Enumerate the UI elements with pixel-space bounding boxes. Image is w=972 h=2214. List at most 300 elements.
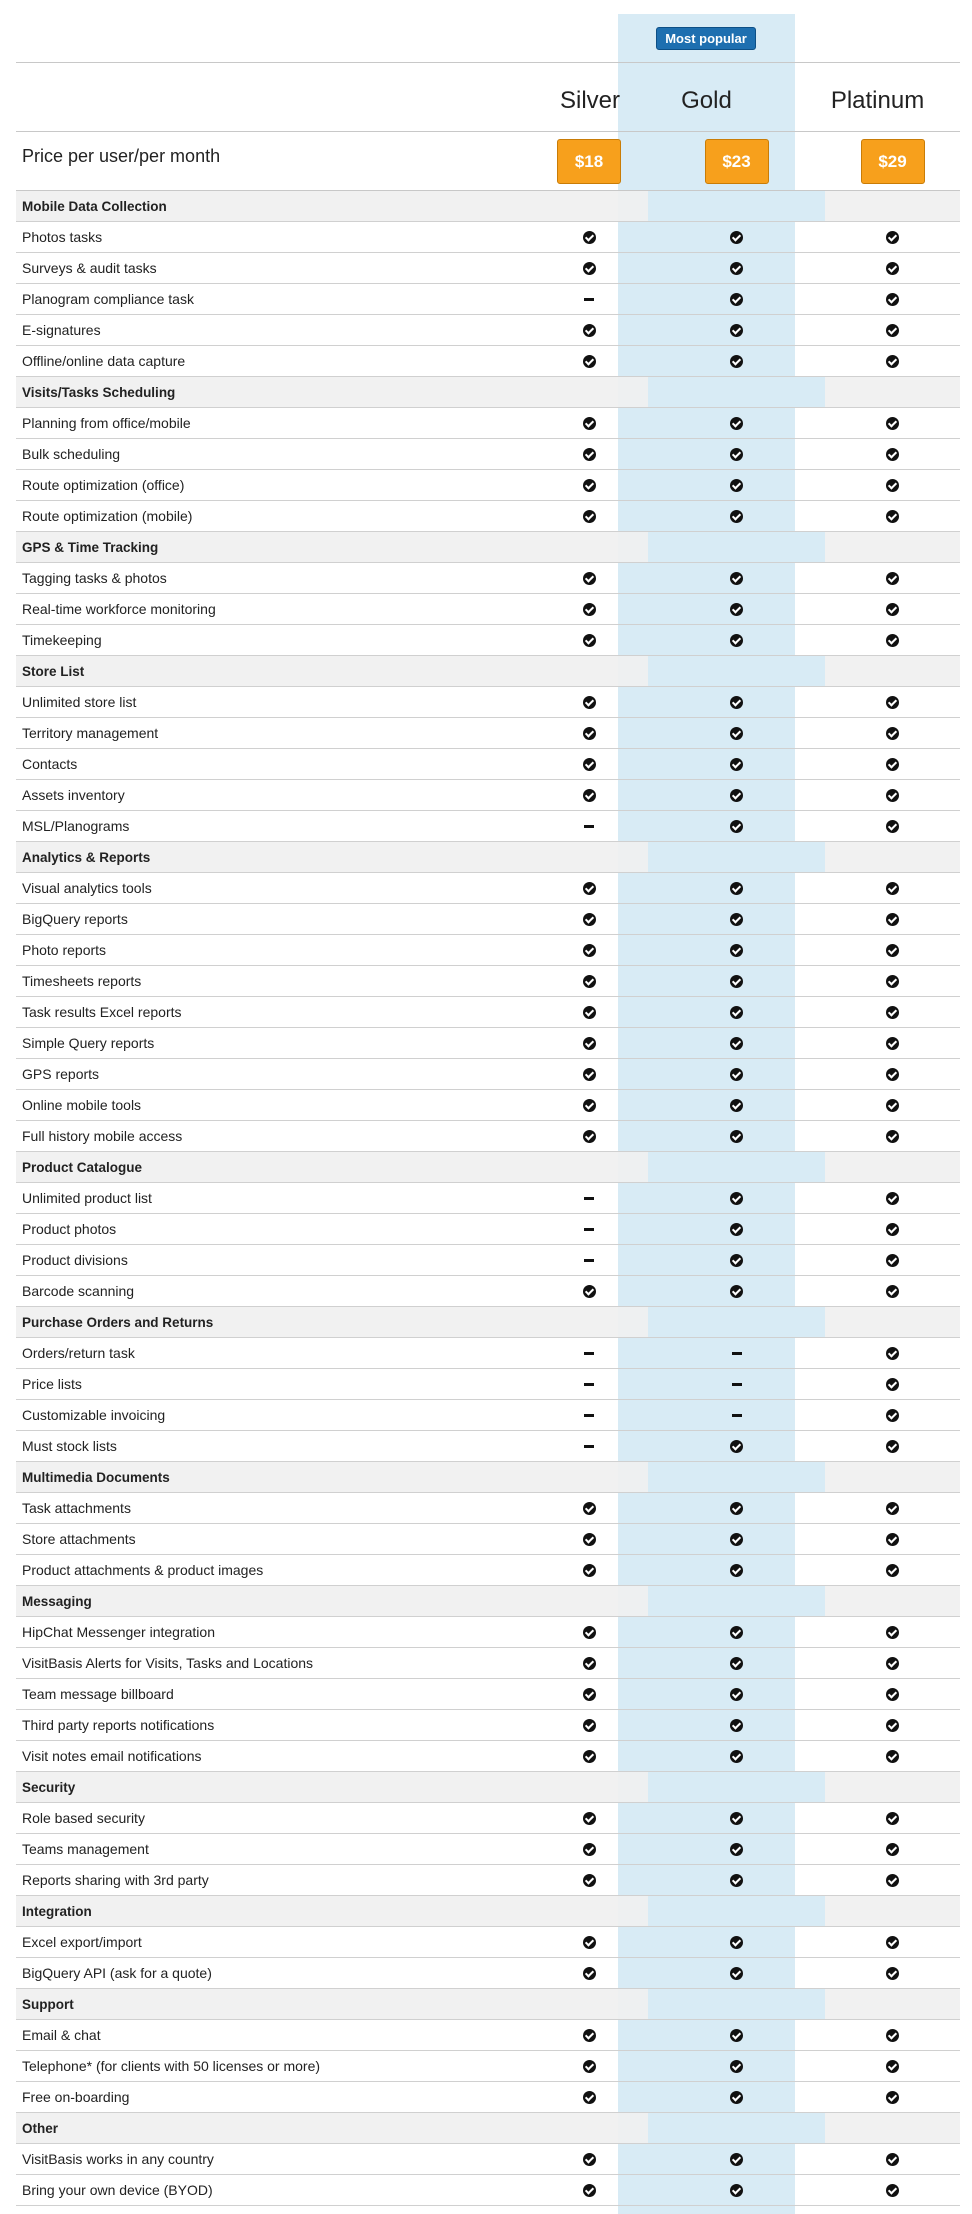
dash-icon: [732, 1414, 742, 1417]
check-icon: [886, 1967, 899, 1980]
platinum-cell: [825, 2175, 960, 2205]
feature-row: [16, 1090, 960, 1121]
feature-row: [16, 1834, 960, 1865]
check-icon: [886, 572, 899, 585]
feature-row: [16, 1028, 960, 1059]
gold-cell: [648, 1617, 825, 1647]
silver-cell: [530, 1865, 648, 1895]
feature-rows: [16, 191, 960, 2206]
check-icon: [583, 603, 596, 616]
gold-cell: [648, 1772, 825, 1802]
check-icon: [886, 355, 899, 368]
section-title: GPS & Time Tracking: [22, 539, 159, 555]
platinum-cell: [825, 1183, 960, 1213]
gold-cell: [648, 1586, 825, 1616]
silver-cell: [530, 501, 648, 531]
silver-cell: [530, 1338, 648, 1368]
check-icon: [886, 1254, 899, 1267]
gold-cell: [648, 1121, 825, 1151]
feature-row: [16, 2082, 960, 2113]
feature-label: HipChat Messenger integration: [22, 1624, 215, 1640]
silver-cell: [530, 687, 648, 717]
check-icon: [730, 572, 743, 585]
gold-cell: [648, 1307, 825, 1337]
check-icon: [730, 1502, 743, 1515]
check-icon: [583, 2060, 596, 2073]
silver-cell: [530, 904, 648, 934]
feature-label: Bulk scheduling: [22, 446, 121, 462]
platinum-cell: [825, 1586, 960, 1616]
gold-cell: [648, 1338, 825, 1368]
feature-row: [16, 284, 960, 315]
section-header-row: [16, 377, 960, 408]
silver-cell: [530, 439, 648, 469]
check-icon: [583, 417, 596, 430]
feature-row: [16, 1431, 960, 1462]
check-icon: [886, 634, 899, 647]
check-icon: [730, 355, 743, 368]
check-icon: [886, 1533, 899, 1546]
gold-cell: [648, 501, 825, 531]
platinum-cell: [825, 1648, 960, 1678]
check-icon: [730, 1750, 743, 1763]
feature-label: Contacts: [22, 756, 78, 772]
check-icon: [886, 1130, 899, 1143]
check-icon: [583, 262, 596, 275]
gold-cell: [648, 749, 825, 779]
check-icon: [886, 1285, 899, 1298]
platinum-cell: [825, 2082, 960, 2112]
section-header-row: [16, 191, 960, 222]
gold-cell: [648, 1989, 825, 2019]
gold-cell: [648, 315, 825, 345]
section-title: Visits/Tasks Scheduling: [22, 384, 176, 400]
feature-label: Territory management: [22, 725, 159, 741]
platinum-cell: [825, 780, 960, 810]
silver-cell: [530, 1803, 648, 1833]
check-icon: [583, 758, 596, 771]
feature-label: Telephone* (for clients with 50 licenses or more): [22, 2058, 321, 2074]
dash-icon: [584, 1197, 594, 1200]
platinum-cell: [825, 1276, 960, 1306]
section-header-row: [16, 1896, 960, 1927]
platinum-cell: [825, 1214, 960, 1244]
check-icon: [886, 1502, 899, 1515]
feature-label: Photos tasks: [22, 229, 103, 245]
gold-cell: [648, 594, 825, 624]
feature-row: [16, 439, 960, 470]
check-icon: [886, 2184, 899, 2197]
check-icon: [583, 1006, 596, 1019]
check-icon: [583, 2184, 596, 2197]
silver-cell: [530, 1121, 648, 1151]
check-icon: [730, 1037, 743, 1050]
silver-cell: [530, 191, 648, 221]
feature-label: Planning from office/mobile: [22, 415, 191, 431]
check-icon: [583, 510, 596, 523]
check-icon: [730, 1068, 743, 1081]
silver-cell: [530, 2144, 648, 2174]
section-header-row: [16, 2113, 960, 2144]
check-icon: [730, 820, 743, 833]
plan-gold-title: Gold: [681, 87, 732, 114]
check-icon: [886, 882, 899, 895]
silver-cell: [530, 284, 648, 314]
dash-icon: [584, 1228, 594, 1231]
feature-label: Photo reports: [22, 942, 107, 958]
feature-label: Task results Excel reports: [22, 1004, 182, 1020]
platinum-cell: [825, 1927, 960, 1957]
section-header-row: [16, 1989, 960, 2020]
silver-cell: [530, 1586, 648, 1616]
feature-row: [16, 222, 960, 253]
check-icon: [583, 1626, 596, 1639]
feature-label: Teams management: [22, 1841, 149, 1857]
feature-label: Excel export/import: [22, 1934, 142, 1950]
platinum-cell: [825, 222, 960, 252]
pricing-table: [16, 0, 960, 2206]
platinum-cell: [825, 904, 960, 934]
feature-label: Unlimited product list: [22, 1190, 152, 1206]
check-icon: [583, 1874, 596, 1887]
gold-cell: [648, 1245, 825, 1275]
feature-row: [16, 811, 960, 842]
platinum-cell: [825, 346, 960, 376]
gold-cell: [648, 191, 825, 221]
gold-cell: [648, 1896, 825, 1926]
feature-row: [16, 1865, 960, 1896]
check-icon: [886, 510, 899, 523]
check-icon: [730, 510, 743, 523]
section-header-row: [16, 1307, 960, 1338]
check-icon: [730, 1533, 743, 1546]
check-icon: [730, 262, 743, 275]
check-icon: [583, 1936, 596, 1949]
check-icon: [583, 355, 596, 368]
platinum-cell: [825, 935, 960, 965]
silver-cell: [530, 1369, 648, 1399]
badge-row: [16, 0, 960, 62]
platinum-cell: [825, 1400, 960, 1430]
platinum-cell: [825, 1741, 960, 1771]
feature-label: Customizable invoicing: [22, 1407, 166, 1423]
gold-cell: [648, 1183, 825, 1213]
check-icon: [886, 789, 899, 802]
platinum-price-button[interactable]: $29: [861, 139, 925, 184]
platinum-cell: [825, 253, 960, 283]
gold-cell: [648, 2175, 825, 2205]
silver-cell: [530, 2082, 648, 2112]
section-header-row: [16, 1586, 960, 1617]
dash-icon: [584, 1352, 594, 1355]
check-icon: [730, 1006, 743, 1019]
check-icon: [886, 727, 899, 740]
check-icon: [730, 2091, 743, 2104]
check-icon: [730, 293, 743, 306]
feature-row: [16, 1369, 960, 1400]
check-icon: [730, 1130, 743, 1143]
check-icon: [730, 944, 743, 957]
silver-cell: [530, 222, 648, 252]
gold-cell: [648, 1865, 825, 1895]
check-icon: [730, 1285, 743, 1298]
feature-row: [16, 1741, 960, 1772]
silver-cell: [530, 780, 648, 810]
plan-header-row: [16, 62, 960, 132]
silver-cell: [530, 1307, 648, 1337]
check-icon: [730, 324, 743, 337]
check-icon: [886, 1099, 899, 1112]
check-icon: [730, 448, 743, 461]
check-icon: [886, 1936, 899, 1949]
check-icon: [730, 727, 743, 740]
feature-label: Timekeeping: [22, 632, 102, 648]
feature-label: Price lists: [22, 1376, 82, 1392]
feature-row: [16, 1958, 960, 1989]
check-icon: [583, 975, 596, 988]
check-icon: [886, 820, 899, 833]
check-icon: [886, 1440, 899, 1453]
feature-row: [16, 1555, 960, 1586]
feature-label: VisitBasis Alerts for Visits, Tasks and Locations: [22, 1655, 314, 1671]
check-icon: [886, 231, 899, 244]
dash-icon: [584, 825, 594, 828]
plan-platinum-title: Platinum: [830, 87, 925, 114]
platinum-cell: [825, 1865, 960, 1895]
feature-row: [16, 1338, 960, 1369]
silver-cell: [530, 811, 648, 841]
section-title: Mobile Data Collection: [22, 198, 167, 214]
check-icon: [583, 1037, 596, 1050]
gold-cell: [648, 1834, 825, 1864]
check-icon: [886, 913, 899, 926]
platinum-cell: [825, 1617, 960, 1647]
feature-label: Role based security: [22, 1810, 145, 1826]
feature-row: [16, 1121, 960, 1152]
silver-cell: [530, 1214, 648, 1244]
gold-cell: [648, 346, 825, 376]
platinum-cell: [825, 687, 960, 717]
check-icon: [583, 1533, 596, 1546]
check-icon: [886, 1409, 899, 1422]
platinum-cell: [825, 1090, 960, 1120]
check-icon: [730, 1967, 743, 1980]
silver-cell: [530, 563, 648, 593]
gold-cell: [648, 1803, 825, 1833]
check-icon: [583, 448, 596, 461]
check-icon: [730, 2060, 743, 2073]
platinum-cell: [825, 625, 960, 655]
check-icon: [583, 944, 596, 957]
check-icon: [886, 944, 899, 957]
feature-row: [16, 2175, 960, 2206]
check-icon: [886, 1347, 899, 1360]
feature-row: [16, 2144, 960, 2175]
silver-price-button[interactable]: $18: [557, 139, 621, 184]
gold-cell: [648, 1524, 825, 1554]
check-icon: [583, 1719, 596, 1732]
check-icon: [886, 1564, 899, 1577]
check-icon: [730, 789, 743, 802]
check-icon: [886, 696, 899, 709]
section-title: Purchase Orders and Returns: [22, 1314, 214, 1330]
silver-cell: [530, 1989, 648, 2019]
silver-cell: [530, 1555, 648, 1585]
section-header-row: [16, 842, 960, 873]
check-icon: [730, 2029, 743, 2042]
feature-label: Online mobile tools: [22, 1097, 142, 1113]
gold-cell: [648, 2082, 825, 2112]
platinum-cell: [825, 1369, 960, 1399]
dash-icon: [584, 1445, 594, 1448]
feature-row: [16, 1648, 960, 1679]
feature-label: Store attachments: [22, 1531, 136, 1547]
platinum-cell: [825, 1896, 960, 1926]
silver-cell: [530, 1927, 648, 1957]
check-icon: [730, 1564, 743, 1577]
platinum-cell: [825, 1679, 960, 1709]
check-icon: [583, 2153, 596, 2166]
silver-cell: [530, 1245, 648, 1275]
gold-cell: [648, 2020, 825, 2050]
feature-row: [16, 904, 960, 935]
feature-row: [16, 687, 960, 718]
feature-row: [16, 1400, 960, 1431]
platinum-cell: [825, 966, 960, 996]
check-icon: [583, 324, 596, 337]
check-icon: [730, 975, 743, 988]
check-icon: [583, 572, 596, 585]
platinum-cell: [825, 1338, 960, 1368]
check-icon: [730, 1719, 743, 1732]
platinum-cell: [825, 377, 960, 407]
platinum-cell: [825, 1958, 960, 1988]
platinum-cell: [825, 2113, 960, 2143]
gold-cell: [648, 1152, 825, 1182]
feature-row: [16, 873, 960, 904]
dash-icon: [732, 1352, 742, 1355]
platinum-cell: [825, 1245, 960, 1275]
silver-cell: [530, 1276, 648, 1306]
gold-cell: [648, 625, 825, 655]
silver-cell: [530, 1648, 648, 1678]
gold-price-button[interactable]: $23: [705, 139, 769, 184]
section-header-row: [16, 656, 960, 687]
feature-label: Simple Query reports: [22, 1035, 155, 1051]
feature-label: Route optimization (office): [22, 477, 185, 493]
check-icon: [886, 2029, 899, 2042]
check-icon: [583, 1657, 596, 1670]
check-icon: [730, 231, 743, 244]
feature-label: Email & chat: [22, 2027, 101, 2043]
gold-cell: [648, 2113, 825, 2143]
feature-row: [16, 997, 960, 1028]
feature-row: [16, 749, 960, 780]
silver-cell: [530, 1152, 648, 1182]
platinum-cell: [825, 1059, 960, 1089]
gold-cell: [648, 1741, 825, 1771]
gold-cell: [648, 253, 825, 283]
section-title: Store List: [22, 663, 85, 679]
feature-row: [16, 1214, 960, 1245]
check-icon: [886, 1223, 899, 1236]
gold-cell: [648, 1028, 825, 1058]
check-icon: [583, 1812, 596, 1825]
dash-icon: [584, 1383, 594, 1386]
feature-label: Surveys & audit tasks: [22, 260, 157, 276]
check-icon: [730, 2153, 743, 2166]
silver-cell: [530, 1183, 648, 1213]
check-icon: [583, 2029, 596, 2042]
gold-cell: [648, 1462, 825, 1492]
gold-cell: [648, 687, 825, 717]
gold-cell: [648, 532, 825, 562]
feature-label: Bring your own device (BYOD): [22, 2182, 213, 2198]
gold-cell: [648, 1710, 825, 1740]
silver-cell: [530, 1400, 648, 1430]
most-popular-badge: Most popular: [656, 27, 756, 50]
silver-cell: [530, 1028, 648, 1058]
check-icon: [583, 1688, 596, 1701]
check-icon: [730, 1874, 743, 1887]
check-icon: [730, 1688, 743, 1701]
gold-cell: [648, 997, 825, 1027]
silver-cell: [530, 253, 648, 283]
dash-icon: [584, 298, 594, 301]
platinum-cell: [825, 191, 960, 221]
feature-label: Offline/online data capture: [22, 353, 186, 369]
section-title: Multimedia Documents: [22, 1469, 170, 1485]
check-icon: [730, 913, 743, 926]
check-icon: [886, 2060, 899, 2073]
check-icon: [886, 758, 899, 771]
gold-cell: [648, 1679, 825, 1709]
gold-cell: [648, 1555, 825, 1585]
section-title: Product Catalogue: [22, 1159, 143, 1175]
section-title: Support: [22, 1996, 74, 2012]
feature-label: Orders/return task: [22, 1345, 135, 1361]
feature-label: Tagging tasks & photos: [22, 570, 167, 586]
check-icon: [583, 1843, 596, 1856]
feature-row: [16, 935, 960, 966]
check-icon: [730, 2184, 743, 2197]
feature-row: [16, 408, 960, 439]
section-title: Analytics & Reports: [22, 849, 151, 865]
feature-label: VisitBasis works in any country: [22, 2151, 214, 2167]
check-icon: [583, 789, 596, 802]
check-icon: [583, 696, 596, 709]
silver-cell: [530, 2020, 648, 2050]
platinum-cell: [825, 2051, 960, 2081]
silver-cell: [530, 2113, 648, 2143]
silver-cell: [530, 315, 648, 345]
platinum-cell: [825, 315, 960, 345]
silver-cell: [530, 966, 648, 996]
price-label: Price per user/per month: [22, 146, 221, 166]
silver-cell: [530, 532, 648, 562]
platinum-cell: [825, 439, 960, 469]
silver-cell: [530, 377, 648, 407]
silver-cell: [530, 594, 648, 624]
silver-cell: [530, 1431, 648, 1461]
feature-label: BigQuery API (ask for a quote): [22, 1965, 212, 1981]
dash-icon: [584, 1259, 594, 1262]
feature-label: Full history mobile access: [22, 1128, 183, 1144]
silver-cell: [530, 873, 648, 903]
gold-cell: [648, 1214, 825, 1244]
gold-cell: [648, 1276, 825, 1306]
feature-row: [16, 1710, 960, 1741]
